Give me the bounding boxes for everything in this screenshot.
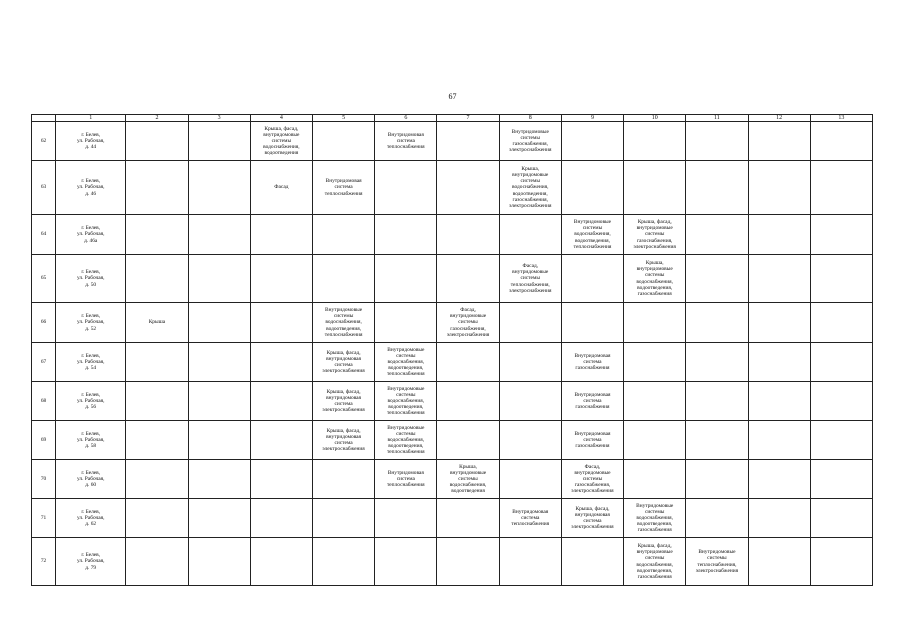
col-7-cell: Крыша, внутридомовые системы водоснабжения, водоотведения bbox=[437, 460, 499, 499]
row-number: 64 bbox=[32, 215, 56, 255]
col-13-cell bbox=[810, 255, 872, 303]
col-2-cell bbox=[126, 161, 188, 215]
col-2-cell bbox=[126, 421, 188, 460]
header-cell: 3 bbox=[188, 115, 250, 122]
col-10-cell bbox=[624, 343, 686, 382]
col-3-cell bbox=[188, 343, 250, 382]
col-6-cell bbox=[375, 303, 437, 343]
row-number: 67 bbox=[32, 343, 56, 382]
address-cell: г. Белев, ул. Рабочая, д. 60 bbox=[56, 460, 126, 499]
col-2-cell bbox=[126, 382, 188, 421]
row-number: 69 bbox=[32, 421, 56, 460]
work-schedule-table bbox=[31, 114, 873, 586]
header-cell: 8 bbox=[499, 115, 561, 122]
table-row bbox=[32, 255, 873, 303]
address-cell: г. Белев, ул. Рабочая, д. 79 bbox=[56, 538, 126, 586]
col-3-cell bbox=[188, 215, 250, 255]
col-13-cell bbox=[810, 161, 872, 215]
col-3-cell bbox=[188, 255, 250, 303]
col-13-cell bbox=[810, 499, 872, 538]
table-row bbox=[32, 122, 873, 161]
col-10-cell bbox=[624, 421, 686, 460]
col-8-cell bbox=[499, 343, 561, 382]
col-4-cell bbox=[250, 538, 312, 586]
col-6-cell bbox=[375, 215, 437, 255]
col-4-cell: Фасад bbox=[250, 161, 312, 215]
col-11-cell bbox=[686, 382, 748, 421]
header-cell bbox=[32, 115, 56, 122]
col-9-cell: Внутридомовая система газоснабжения bbox=[561, 343, 623, 382]
col-8-cell bbox=[499, 538, 561, 586]
col-2-cell: Крыша bbox=[126, 303, 188, 343]
col-13-cell bbox=[810, 303, 872, 343]
col-12-cell bbox=[748, 382, 810, 421]
col-5-cell bbox=[312, 255, 374, 303]
header-cell: 9 bbox=[561, 115, 623, 122]
col-13-cell bbox=[810, 460, 872, 499]
col-9-cell bbox=[561, 161, 623, 215]
col-3-cell bbox=[188, 421, 250, 460]
col-13-cell bbox=[810, 421, 872, 460]
col-8-cell: Крыша, внутридомовые системы водоснабжения, водоотведения, газоснабжения, электроснабжения bbox=[499, 161, 561, 215]
col-13-cell bbox=[810, 215, 872, 255]
col-3-cell bbox=[188, 161, 250, 215]
col-4-cell bbox=[250, 303, 312, 343]
col-10-cell bbox=[624, 122, 686, 161]
col-10-cell: Крыша, внутридомовые системы водоснабжения, водоотведения, газоснабжения bbox=[624, 255, 686, 303]
table-row bbox=[32, 161, 873, 215]
header-cell: 12 bbox=[748, 115, 810, 122]
row-number: 68 bbox=[32, 382, 56, 421]
col-8-cell bbox=[499, 215, 561, 255]
col-8-cell bbox=[499, 382, 561, 421]
address-cell: г. Белев, ул. Рабочая, д. 50 bbox=[56, 255, 126, 303]
address-cell: г. Белев, ул. Рабочая, д. 58 bbox=[56, 421, 126, 460]
col-6-cell: Внутридомовая система теплоснабжения bbox=[375, 122, 437, 161]
col-7-cell bbox=[437, 343, 499, 382]
col-10-cell bbox=[624, 460, 686, 499]
col-7-cell: Фасад, внутридомовые системы газоснабжения, электроснабжения bbox=[437, 303, 499, 343]
col-5-cell: Внутридомовые системы водоснабжения, водоотведения, теплоснабжения bbox=[312, 303, 374, 343]
address-cell: г. Белев, ул. Рабочая, д. 46 bbox=[56, 161, 126, 215]
header-cell: 5 bbox=[312, 115, 374, 122]
col-12-cell bbox=[748, 343, 810, 382]
header-cell: 4 bbox=[250, 115, 312, 122]
col-11-cell bbox=[686, 343, 748, 382]
header-cell: 6 bbox=[375, 115, 437, 122]
col-11-cell bbox=[686, 499, 748, 538]
col-6-cell bbox=[375, 499, 437, 538]
col-5-cell: Крыша, фасад, внутридомовая система электроснабжения bbox=[312, 421, 374, 460]
col-5-cell bbox=[312, 215, 374, 255]
col-10-cell: Крыша, фасад, внутридомовые системы газоснабжения, электроснабжения bbox=[624, 215, 686, 255]
col-10-cell bbox=[624, 382, 686, 421]
col-12-cell bbox=[748, 215, 810, 255]
col-2-cell bbox=[126, 343, 188, 382]
col-3-cell bbox=[188, 122, 250, 161]
col-3-cell bbox=[188, 303, 250, 343]
col-3-cell bbox=[188, 538, 250, 586]
col-11-cell bbox=[686, 303, 748, 343]
col-4-cell bbox=[250, 343, 312, 382]
col-7-cell bbox=[437, 499, 499, 538]
table-row bbox=[32, 538, 873, 586]
col-8-cell: Фасад, внутридомовые системы теплоснабжения, электроснабжения bbox=[499, 255, 561, 303]
address-cell: г. Белев, ул. Рабочая, д. 56 bbox=[56, 382, 126, 421]
col-7-cell bbox=[437, 421, 499, 460]
col-9-cell: Внутридомовая система газоснабжения bbox=[561, 421, 623, 460]
table-row bbox=[32, 499, 873, 538]
col-11-cell bbox=[686, 161, 748, 215]
col-12-cell bbox=[748, 161, 810, 215]
col-6-cell bbox=[375, 161, 437, 215]
address-cell: г. Белев, ул. Рабочая, д. 52 bbox=[56, 303, 126, 343]
col-3-cell bbox=[188, 499, 250, 538]
row-number: 70 bbox=[32, 460, 56, 499]
col-13-cell bbox=[810, 538, 872, 586]
address-cell: г. Белев, ул. Рабочая, д. 62 bbox=[56, 499, 126, 538]
col-2-cell bbox=[126, 499, 188, 538]
col-4-cell bbox=[250, 255, 312, 303]
col-7-cell bbox=[437, 122, 499, 161]
col-12-cell bbox=[748, 303, 810, 343]
col-12-cell bbox=[748, 421, 810, 460]
col-5-cell: Крыша, фасад, внутридомовая система электроснабжения bbox=[312, 343, 374, 382]
row-number: 66 bbox=[32, 303, 56, 343]
table-row bbox=[32, 343, 873, 382]
header-cell: 10 bbox=[624, 115, 686, 122]
address-cell: г. Белев, ул. Рабочая, д. 44 bbox=[56, 122, 126, 161]
col-4-cell bbox=[250, 382, 312, 421]
col-7-cell bbox=[437, 161, 499, 215]
header-cell: 13 bbox=[810, 115, 872, 122]
col-2-cell bbox=[126, 122, 188, 161]
row-number: 65 bbox=[32, 255, 56, 303]
col-13-cell bbox=[810, 122, 872, 161]
col-5-cell bbox=[312, 122, 374, 161]
table-row bbox=[32, 382, 873, 421]
col-12-cell bbox=[748, 499, 810, 538]
row-number: 63 bbox=[32, 161, 56, 215]
col-4-cell bbox=[250, 499, 312, 538]
col-5-cell: Крыша, фасад, внутридомовая система электроснабжения bbox=[312, 382, 374, 421]
col-9-cell: Внутридомовая система газоснабжения bbox=[561, 382, 623, 421]
page-number: 67 bbox=[448, 92, 457, 101]
col-3-cell bbox=[188, 382, 250, 421]
col-12-cell bbox=[748, 460, 810, 499]
table-row bbox=[32, 303, 873, 343]
col-11-cell bbox=[686, 122, 748, 161]
col-2-cell bbox=[126, 215, 188, 255]
col-5-cell bbox=[312, 460, 374, 499]
col-9-cell: Крыша, фасад, внутридомовая система электроснабжения bbox=[561, 499, 623, 538]
col-10-cell: Крыша, фасад, внутридомовые системы водоснабжения, водоотведения, газоснабжения bbox=[624, 538, 686, 586]
col-2-cell bbox=[126, 255, 188, 303]
col-5-cell: Внутридомовая система теплоснабжения bbox=[312, 161, 374, 215]
col-6-cell: Внутридомовая система теплоснабжения bbox=[375, 460, 437, 499]
row-number: 72 bbox=[32, 538, 56, 586]
col-9-cell bbox=[561, 538, 623, 586]
col-4-cell bbox=[250, 215, 312, 255]
col-4-cell: Крыша, фасад, внутридомовые системы водоснабжения, водоотведения bbox=[250, 122, 312, 161]
col-5-cell bbox=[312, 538, 374, 586]
col-6-cell: Внутридомовые системы водоснабжения, водоотведения, теплоснабжения bbox=[375, 343, 437, 382]
col-3-cell bbox=[188, 460, 250, 499]
col-8-cell bbox=[499, 421, 561, 460]
col-13-cell bbox=[810, 343, 872, 382]
header-cell: 11 bbox=[686, 115, 748, 122]
col-9-cell: Внутридомовые системы водоснабжения, водоотведения, теплоснабжения bbox=[561, 215, 623, 255]
header-cell: 2 bbox=[126, 115, 188, 122]
col-4-cell bbox=[250, 460, 312, 499]
address-cell: г. Белев, ул. Рабочая, д. 54 bbox=[56, 343, 126, 382]
col-8-cell bbox=[499, 460, 561, 499]
header-cell: 7 bbox=[437, 115, 499, 122]
col-8-cell: Внутридомовые системы газоснабжения, электроснабжения bbox=[499, 122, 561, 161]
col-7-cell bbox=[437, 538, 499, 586]
col-5-cell bbox=[312, 499, 374, 538]
table-row bbox=[32, 460, 873, 499]
col-7-cell bbox=[437, 215, 499, 255]
col-4-cell bbox=[250, 421, 312, 460]
col-9-cell bbox=[561, 255, 623, 303]
col-9-cell bbox=[561, 122, 623, 161]
col-13-cell bbox=[810, 382, 872, 421]
col-9-cell: Фасад, внутридомовые системы газоснабжения, электроснабжения bbox=[561, 460, 623, 499]
col-6-cell: Внутридомовые системы водоснабжения, водоотведения, теплоснабжения bbox=[375, 421, 437, 460]
col-8-cell bbox=[499, 303, 561, 343]
table-row bbox=[32, 215, 873, 255]
col-11-cell: Внутридомовые системы теплоснабжения, электроснабжения bbox=[686, 538, 748, 586]
col-2-cell bbox=[126, 538, 188, 586]
col-6-cell bbox=[375, 538, 437, 586]
col-12-cell bbox=[748, 122, 810, 161]
col-7-cell bbox=[437, 255, 499, 303]
row-number: 71 bbox=[32, 499, 56, 538]
col-8-cell: Внутридомовая система теплоснабжения bbox=[499, 499, 561, 538]
col-10-cell: Внутридомовые системы водоснабжения, водоотведения, газоснабжения bbox=[624, 499, 686, 538]
col-11-cell bbox=[686, 421, 748, 460]
col-11-cell bbox=[686, 215, 748, 255]
col-11-cell bbox=[686, 255, 748, 303]
table-row bbox=[32, 421, 873, 460]
row-number: 62 bbox=[32, 122, 56, 161]
address-cell: г. Белев, ул. Рабочая, д. 46а bbox=[56, 215, 126, 255]
header-row bbox=[32, 115, 873, 122]
col-10-cell bbox=[624, 303, 686, 343]
col-6-cell: Внутридомовые системы водоснабжения, водоотведения, теплоснабжения bbox=[375, 382, 437, 421]
col-2-cell bbox=[126, 460, 188, 499]
col-7-cell bbox=[437, 382, 499, 421]
col-11-cell bbox=[686, 460, 748, 499]
header-cell: 1 bbox=[56, 115, 126, 122]
col-12-cell bbox=[748, 255, 810, 303]
col-12-cell bbox=[748, 538, 810, 586]
col-10-cell bbox=[624, 161, 686, 215]
col-9-cell bbox=[561, 303, 623, 343]
col-6-cell bbox=[375, 255, 437, 303]
